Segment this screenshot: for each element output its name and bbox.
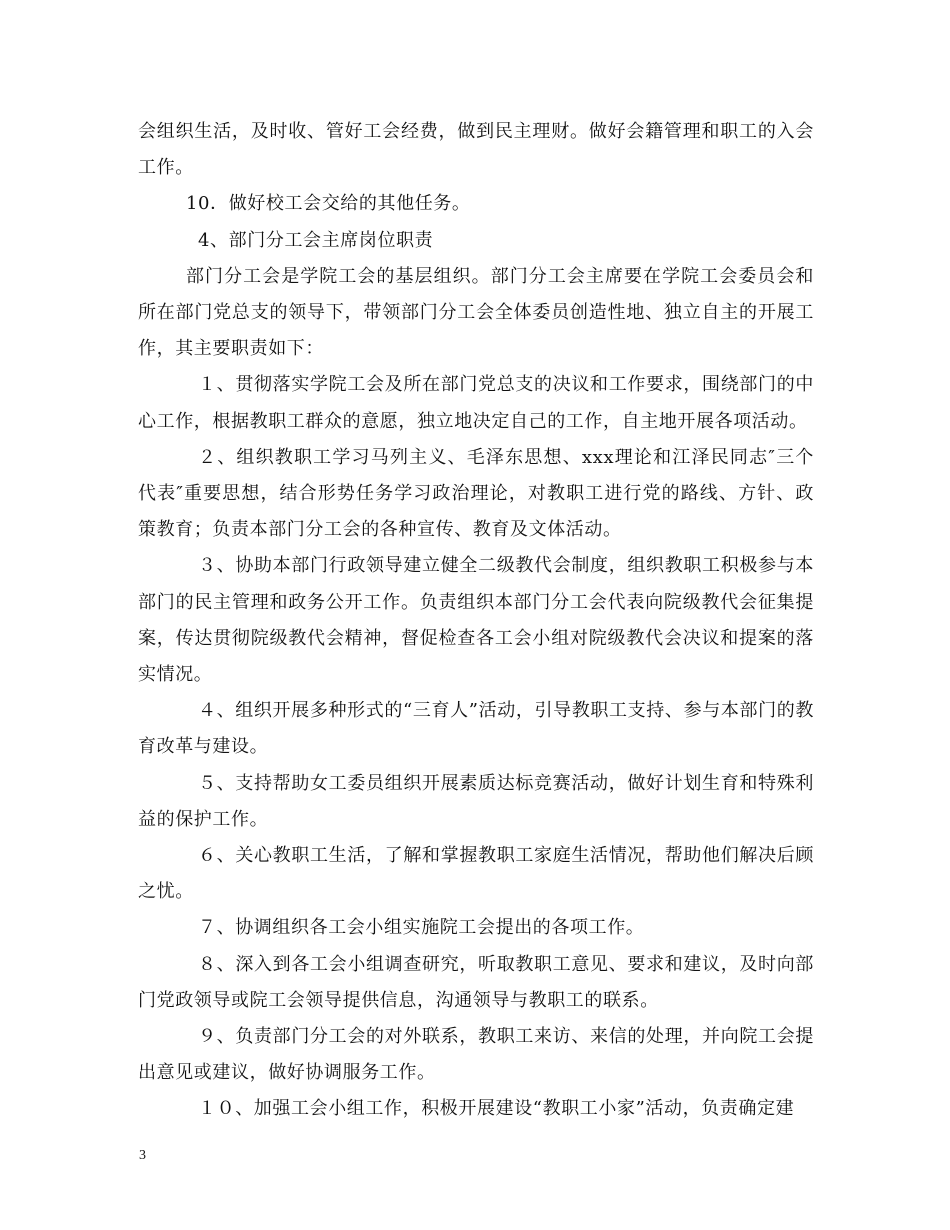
paragraph-intro: 部门分工会是学院工会的基层组织。部门分工会主席要在学院工会委员会和所在部门党总支的领导下，带领部门分工会全体委员创造性地、独立自主的开展工作，其主要职责如下：: [138, 265, 814, 360]
list-item-1: １、贯彻落实学院工会及所在部门党总支的决议和工作要求，围绕部门的中心工作，根据教职工群众的意愿，独立地决定自己的工作，自主地开展各项活动。: [138, 374, 814, 432]
list-item-10: １０、加强工会小组工作，积极开展建设“教职工小家”活动，负责确定建: [198, 1098, 795, 1120]
page-number: 3: [139, 1148, 146, 1163]
list-item-6: ６、关心教职工生活，了解和掌握教职工家庭生活情况，帮助他们解决后顾之忧。: [138, 845, 814, 903]
section-heading: 4、部门分工会主席岗位职责: [198, 229, 434, 251]
list-item-5: ５、支持帮助女工委员组织开展素质达标竞赛活动，做好计划生育和特殊利益的保护工作。: [138, 772, 814, 830]
list-item-4: ４、组织开展多种形式的“三育人”活动，引导教职工支持、参与本部门的教育改革与建设。: [138, 700, 814, 758]
list-item-7: ７、协调组织各工会小组实施院工会提出的各项工作。: [198, 917, 645, 939]
list-item-3: ３、协助本部门行政领导建立健全二级教代会制度，组织教职工积极参与本部门的民主管理和政务公开工作。负责组织本部门分工会代表向院级教代会征集提案，传达贯彻院级教代会精神，督促检查各工会小组对院级教代会决议和提案的落实情况。: [138, 555, 814, 686]
list-item-9: ９、负责部门分工会的对外联系，教职工来访、来信的处理，并向院工会提出意见或建议，做好协调服务工作。: [138, 1026, 814, 1084]
list-item-2: ２、组织教职工学习马列主义、毛泽东思想、xxx理论和江泽民同志″三个代表″重要思想，结合形势任务学习政治理论，对教职工进行党的路线、方针、政策教育；负责本部门分工会的各种宣传、教育及文体活动。: [138, 446, 814, 541]
list-item-8: ８、深入到各工会小组调查研究，听取教职工意见、要求和建议，及时向部门党政领导或院工会领导提供信息，沟通领导与教职工的联系。: [138, 953, 814, 1011]
document-body: [138, 114, 814, 1128]
paragraph-item-10: 10．做好校工会交给的其他任务。: [186, 193, 471, 215]
paragraph-continuation: 会组织生活，及时收、管好工会经费，做到民主理财。做好会籍管理和职工的入会工作。: [138, 121, 814, 179]
